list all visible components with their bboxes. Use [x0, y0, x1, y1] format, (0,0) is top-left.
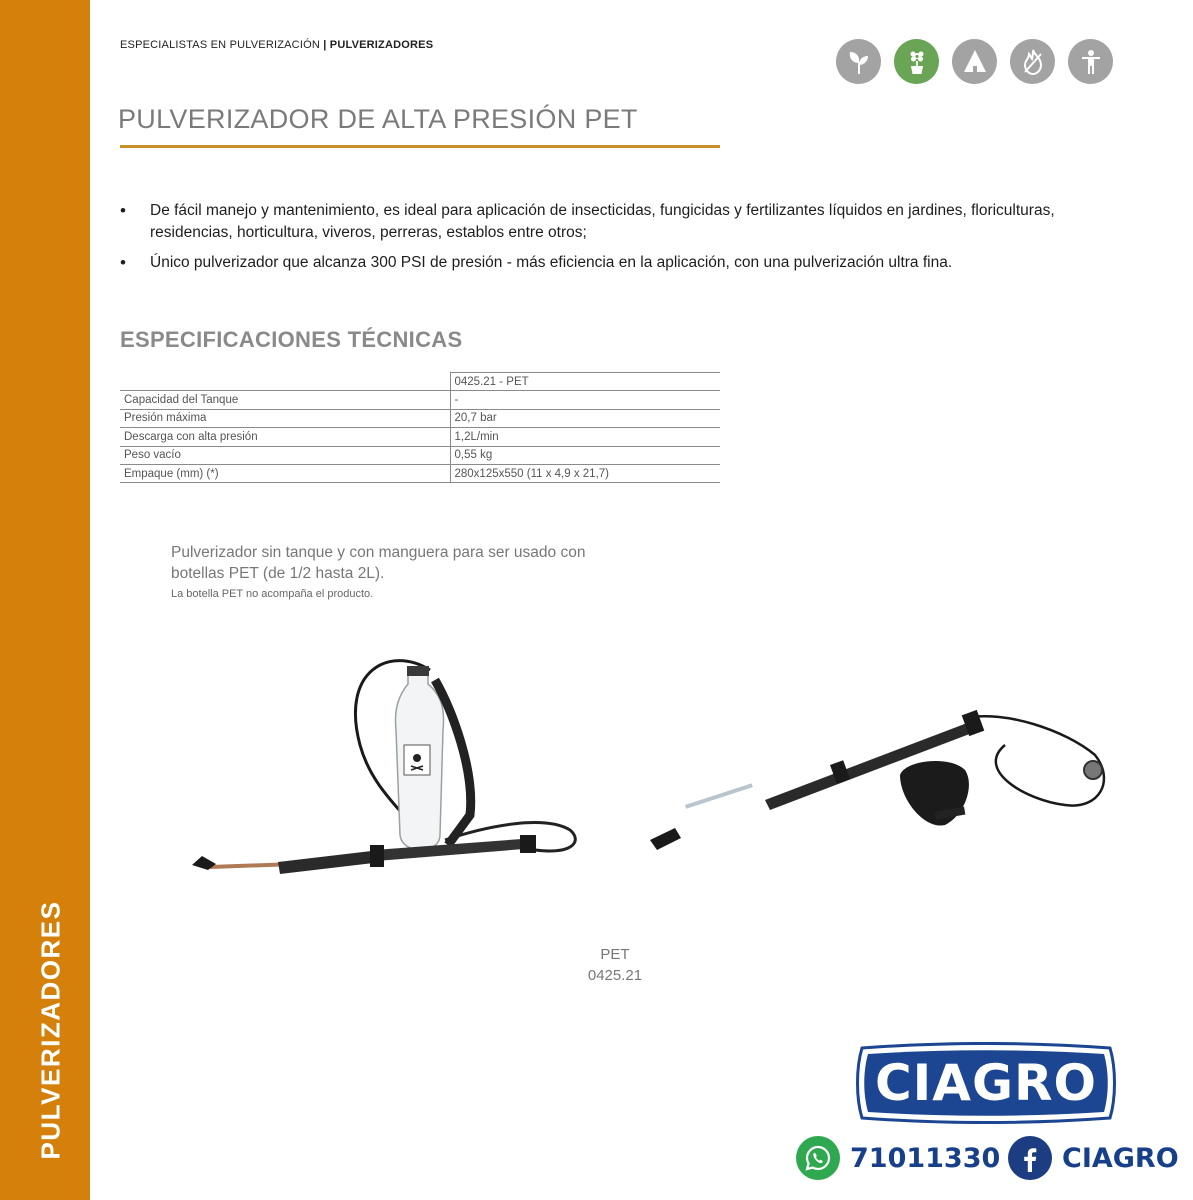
table-cell: 1,2L/min — [450, 428, 720, 446]
table-row — [120, 373, 720, 391]
product-note: La botella PET no acompaña el producto. — [171, 588, 374, 600]
product-model-code: 0425.21 — [587, 967, 643, 984]
whatsapp-contact[interactable] — [796, 1136, 1000, 1180]
table-cell: Empaque (mm) (*) — [120, 464, 450, 482]
flower-pot-icon — [894, 39, 939, 84]
facebook-name: CIAGRO — [1062, 1142, 1179, 1174]
table-row — [120, 391, 720, 409]
table-cell: Peso vacío — [120, 446, 450, 464]
table-cell: - — [450, 391, 720, 409]
specs-table — [120, 372, 720, 483]
title-underline — [120, 145, 720, 148]
table-cell: Presión máxima — [120, 409, 450, 427]
table-cell: Capacidad del Tanque — [120, 391, 450, 409]
table-row — [120, 428, 720, 446]
ciagro-logo — [854, 1042, 1118, 1124]
sprayer-lance-hose-image — [645, 700, 1125, 870]
table-cell: 0,55 kg — [450, 446, 720, 464]
specs-title: ESPECIFICACIONES TÉCNICAS — [120, 327, 463, 352]
list-item: • Único pulverizador que alcanza 300 PSI de presión - más eficiencia en la aplicación, con una pulverización ultra fina. — [120, 252, 1120, 274]
facebook-icon — [1008, 1136, 1052, 1180]
sidebar — [0, 0, 90, 1200]
sprayer-with-bottle-image — [190, 650, 590, 900]
facebook-contact[interactable] — [1008, 1136, 1179, 1180]
application-badges — [836, 39, 1113, 84]
person-icon — [1068, 39, 1113, 84]
table-cell: 20,7 bar — [450, 409, 720, 427]
logo-text: CIAGRO — [874, 1054, 1098, 1112]
table-row — [120, 409, 720, 427]
breadcrumb-section: ESPECIALISTAS EN PULVERIZACIÓN — [120, 39, 320, 51]
table-cell: 280x125x550 (11 x 4,9 x 21,7) — [450, 464, 720, 482]
table-cell — [120, 373, 450, 391]
seedling-leaf-icon — [836, 39, 881, 84]
fire-icon — [1010, 39, 1055, 84]
table-row — [120, 446, 720, 464]
breadcrumb-separator: | — [323, 39, 327, 51]
whatsapp-number: 71011330 — [850, 1142, 1001, 1174]
product-description: Pulverizador sin tanque y con manguera para ser usado con botellas PET (de 1/2 hasta 2L). — [171, 544, 586, 582]
product-model-name: PET — [600, 946, 630, 963]
list-item: • De fácil manejo y mantenimiento, es ideal para aplicación de insecticidas, fungicidas y fertilizantes líquidos en jardines, floriculturas, residencias, horticultura, viveros, perreras, establos entre otros; — [120, 200, 1120, 244]
table-header-cell: 0425.21 - PET — [450, 373, 720, 391]
pine-tree-icon — [952, 39, 997, 84]
breadcrumb-category: PULVERIZADORES — [329, 39, 434, 51]
table-cell: Descarga con alta presión — [120, 428, 450, 446]
table-row — [120, 464, 720, 482]
page-title: PULVERIZADOR DE ALTA PRESIÓN PET — [118, 104, 638, 134]
breadcrumb — [120, 39, 433, 51]
feature-list — [120, 200, 1120, 282]
sidebar-category-label: PULVERIZADORES — [35, 900, 66, 1160]
whatsapp-icon — [796, 1136, 840, 1180]
